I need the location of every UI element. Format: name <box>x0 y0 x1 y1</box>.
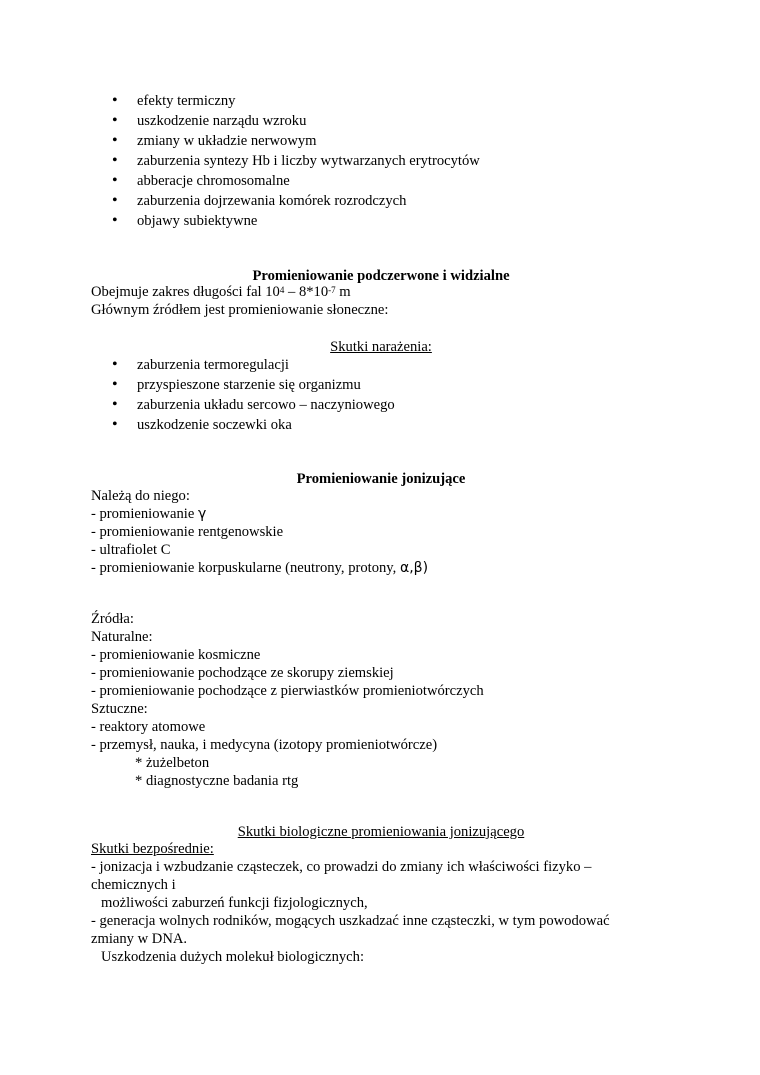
range-exponent-2: -7 <box>328 285 336 295</box>
effects-list-block <box>91 91 651 231</box>
paragraph-ionization-line-1: - jonizacja i wzbudzanie cząsteczek, co prowadzi do zmiany ich właściwości fizyko – <box>91 859 592 875</box>
range-exponent-1: 4 <box>279 285 285 295</box>
section-heading-infrared: Promieniowanie podczerwone i widzialne <box>252 268 510 284</box>
paragraph-ionization-line-3: możliwości zaburzeń funkcji fizjologicznych, <box>101 895 368 911</box>
list-item: • zaburzenia układu sercowo – naczyniowego <box>91 395 651 415</box>
list-item: - przemysł, nauka, i medycyna (izotopy promieniotwórcze) <box>91 737 438 753</box>
ionizing-intro: Należą do niego: <box>91 488 190 504</box>
biological-effects-block <box>91 840 661 966</box>
ionizing-item-gamma <box>91 505 651 523</box>
range-suffix: m <box>335 284 351 300</box>
sub-list-item: * diagnostyczne badania rtg <box>135 773 299 789</box>
ionizing-types-block <box>91 487 651 577</box>
paragraph-radicals-line-1: - generacja wolnych rodników, mogących uszkadzać inne cząsteczki, w tym powodować <box>91 913 610 929</box>
effects-list <box>91 91 651 231</box>
artificial-sources-label: Sztuczne: <box>91 701 148 717</box>
wavelength-range-line <box>91 283 651 301</box>
list-item: - promieniowanie kosmiczne <box>91 647 261 663</box>
range-prefix: Obejmuje zakres długości fal 10 <box>91 284 280 300</box>
paragraph-radicals-line-2: zmiany w DNA. <box>91 931 188 947</box>
gamma-label: - promieniowanie <box>91 506 198 522</box>
list-item: • abberacje chromosomalne <box>91 171 651 191</box>
list-item: - reaktory atomowe <box>91 719 206 735</box>
exposure-effects-list <box>91 355 651 435</box>
sources-label: Źródła: <box>91 611 134 627</box>
list-item: • efekty termiczny <box>91 91 651 111</box>
alpha-beta-symbols: α,β) <box>399 560 429 576</box>
list-item: • przyspieszone starzenie się organizmu <box>91 375 651 395</box>
list-item: • zaburzenia termoregulacji <box>91 355 651 375</box>
section-heading-biological-effects: Skutki biologiczne promieniowania jonizującego <box>237 824 525 840</box>
sub-list-item: * żużelbeton <box>135 755 210 771</box>
infrared-intro <box>91 283 651 319</box>
ionizing-item-corpuscular <box>91 559 651 577</box>
main-source-line: Głównym źródłem jest promieniowanie słoneczne: <box>91 302 389 318</box>
ionizing-item-xray: - promieniowanie rentgenowskie <box>91 524 284 540</box>
range-mid: – 8*10 <box>284 284 329 300</box>
list-item: • zaburzenia dojrzewania komórek rozrodczych <box>91 191 651 211</box>
list-item: • uszkodzenie soczewki oka <box>91 415 651 435</box>
exposure-effects-block <box>91 355 651 435</box>
exposure-effects-heading: Skutki narażenia: <box>330 339 432 355</box>
section-heading-ionizing: Promieniowanie jonizujące <box>296 471 466 487</box>
natural-sources-label: Naturalne: <box>91 629 153 645</box>
list-item: • zaburzenia syntezy Hb i liczby wytwarzanych erytrocytów <box>91 151 651 171</box>
gamma-symbol: γ <box>198 506 207 522</box>
direct-effects-label: Skutki bezpośrednie: <box>91 841 214 857</box>
sources-block <box>91 610 651 790</box>
list-item: - promieniowanie pochodzące z pierwiastków promieniotwórczych <box>91 683 484 699</box>
paragraph-ionization-line-2: chemicznych i <box>91 877 176 893</box>
paragraph-molecules: Uszkodzenia dużych molekuł biologicznych: <box>101 949 365 965</box>
list-item: - promieniowanie pochodzące ze skorupy ziemskiej <box>91 665 394 681</box>
ionizing-item-uvc: - ultrafiolet C <box>91 542 171 558</box>
corpuscular-label: - promieniowanie korpuskularne (neutrony, protony, <box>91 560 400 576</box>
list-item: • uszkodzenie narządu wzroku <box>91 111 651 131</box>
list-item: • zmiany w układzie nerwowym <box>91 131 651 151</box>
list-item: • objawy subiektywne <box>91 211 651 231</box>
